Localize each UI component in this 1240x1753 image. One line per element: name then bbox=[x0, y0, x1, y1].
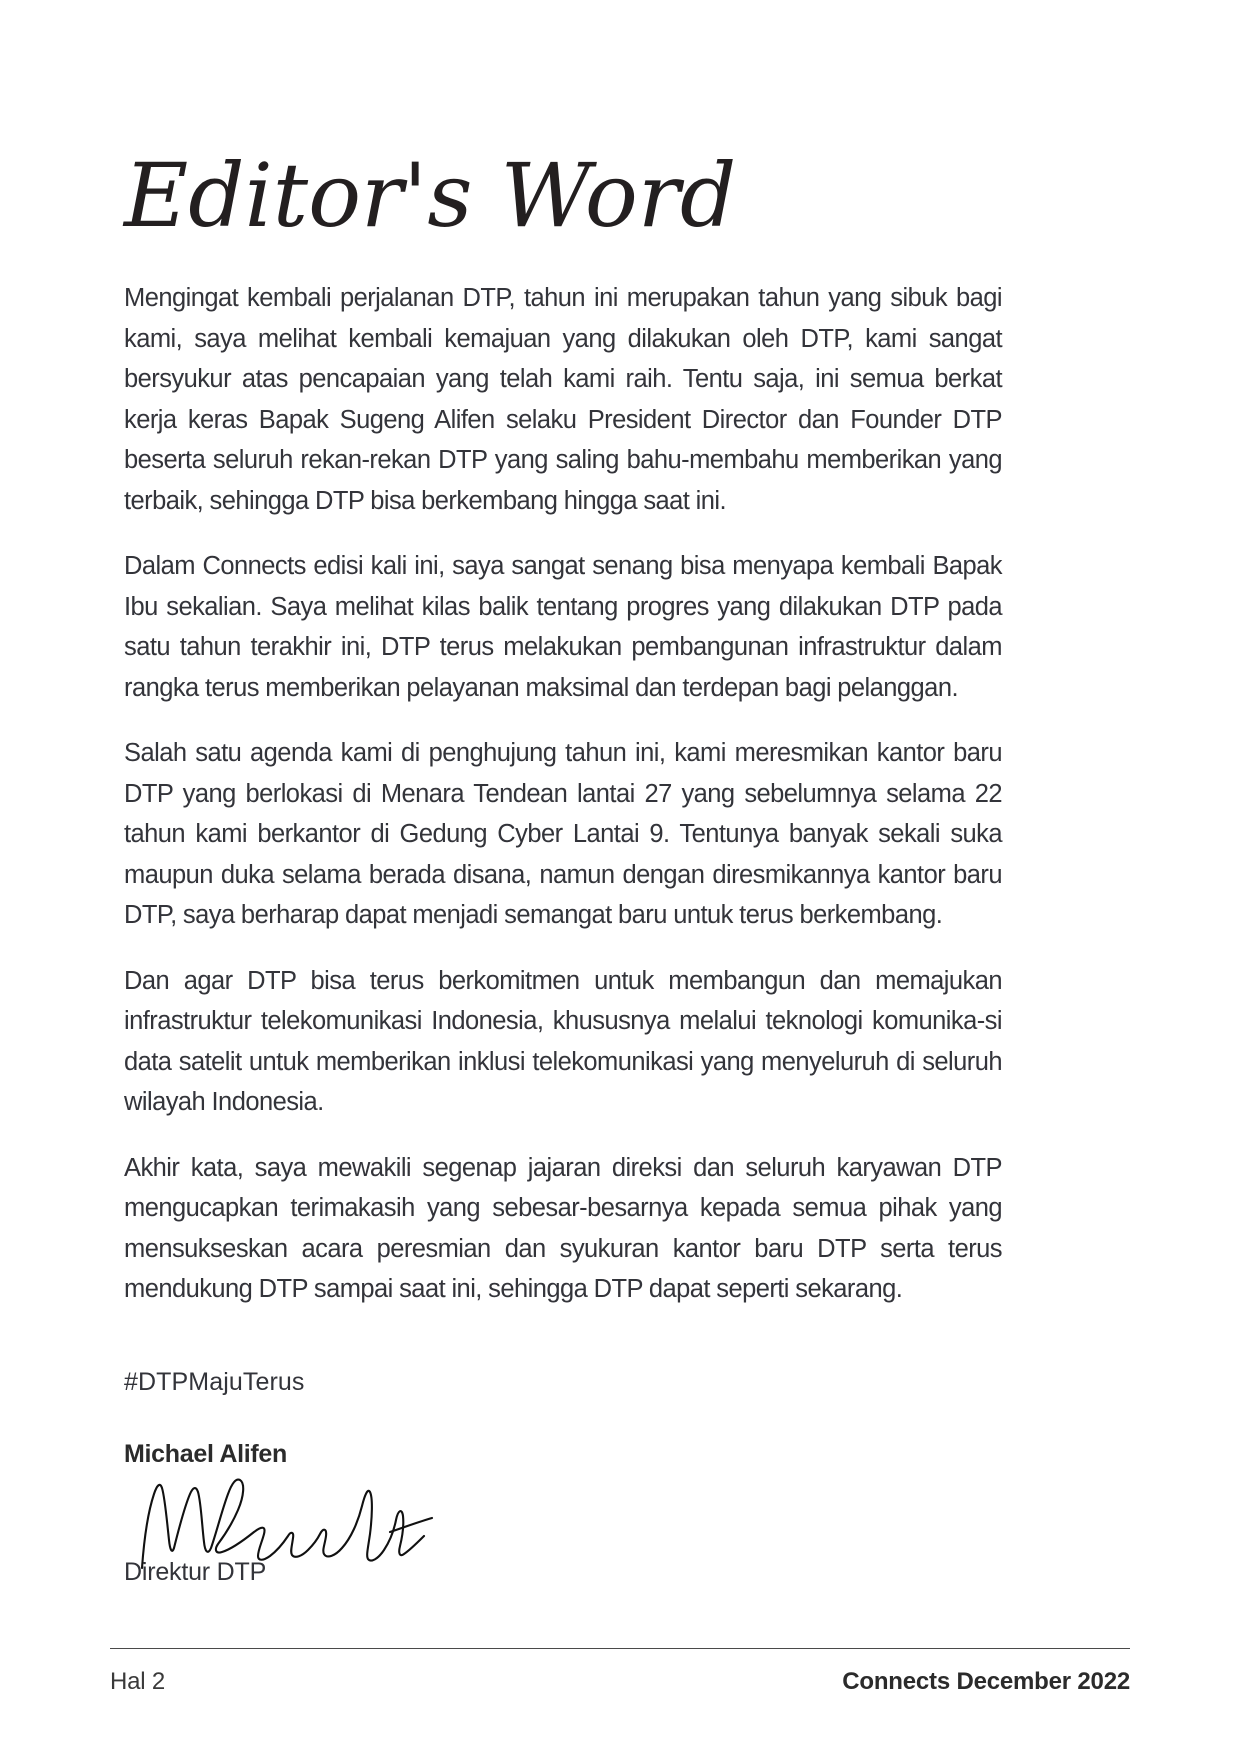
paragraph-5: Akhir kata, saya mewakili segenap jajaran direksi dan seluruh karyawan DTP mengucapkan terimakasih yang sebesar-besarnya kepada semua pihak yang mensukseskan acara peresmian dan syukuran kantor baru DTP serta terus mendukung DTP sampai saat ini, sehingga DTP dapat seperti sekarang. bbox=[124, 1153, 1002, 1303]
signatory-role: Direktur DTP bbox=[124, 1558, 267, 1586]
page-title: Editor's Word bbox=[124, 144, 737, 247]
editors-word-script-title bbox=[124, 140, 737, 255]
handwritten-signature-icon bbox=[132, 1460, 462, 1570]
paragraph-3: Salah satu agenda kami di penghujung tahun ini, kami meresmikan kantor baru DTP yang berlokasi di Menara Tendean lantai 27 yang sebelumnya selama 22 tahun kami berkantor di Gedung Cyber Lantai 9. Tentunya banyak sekali suka maupun duka selama berada disana, namun dengan diresmikannya kantor baru DTP, saya berharap dapat menjadi semangat baru untuk terus berkembang. bbox=[124, 739, 1002, 929]
page-title-block bbox=[124, 140, 884, 260]
editors-word-body bbox=[124, 278, 1002, 1310]
paragraph-1: Mengingat kembali perjalanan DTP, tahun ini merupakan tahun yang sibuk bagi kami, saya melihat kembali kemajuan yang dilakukan oleh DTP, kami sangat bersyukur atas pencapaian yang telah kami raih. Tentu saja, ini semua berkat kerja keras Bapak Sugeng Alifen selaku President Director dan Founder DTP beserta seluruh rekan-rekan DTP yang saling bahu-membahu memberikan yang terbaik, sehingga DTP bisa berkembang hingga saat ini. bbox=[124, 284, 1002, 515]
signature-stroke-flourish bbox=[390, 1518, 432, 1532]
signature-block bbox=[124, 1440, 604, 1586]
paragraph-4: Dan agar DTP bisa terus berkomitmen untuk membangun dan memajukan infrastruktur telekomunikasi Indonesia, khususnya melalui teknologi komunika-si data satelit untuk memberikan inklusi telekomunikasi yang menyeluruh di seluruh wilayah Indonesia. bbox=[124, 966, 1002, 1116]
footer-divider bbox=[110, 1648, 1130, 1649]
footer-issue-label: Connects December 2022 bbox=[842, 1668, 1130, 1695]
hashtag-dtpmajuterus: #DTPMajuTerus bbox=[124, 1368, 305, 1396]
signatory-name: Michael Alifen bbox=[124, 1440, 287, 1468]
paragraph-2: Dalam Connects edisi kali ini, saya sangat senang bisa menyapa kembali Bapak Ibu sekalian. Saya melihat kilas balik tentang progres yang dilakukan DTP pada satu tahun terakhir ini, DTP terus melakukan pembangunan infrastruktur dalam rangka terus memberikan pelayanan maksimal dan terdepan bagi pelanggan. bbox=[124, 552, 1002, 702]
footer-page-number: Hal 2 bbox=[110, 1668, 166, 1695]
page-footer bbox=[110, 1668, 1130, 1696]
signature-stroke-main bbox=[142, 1480, 424, 1568]
